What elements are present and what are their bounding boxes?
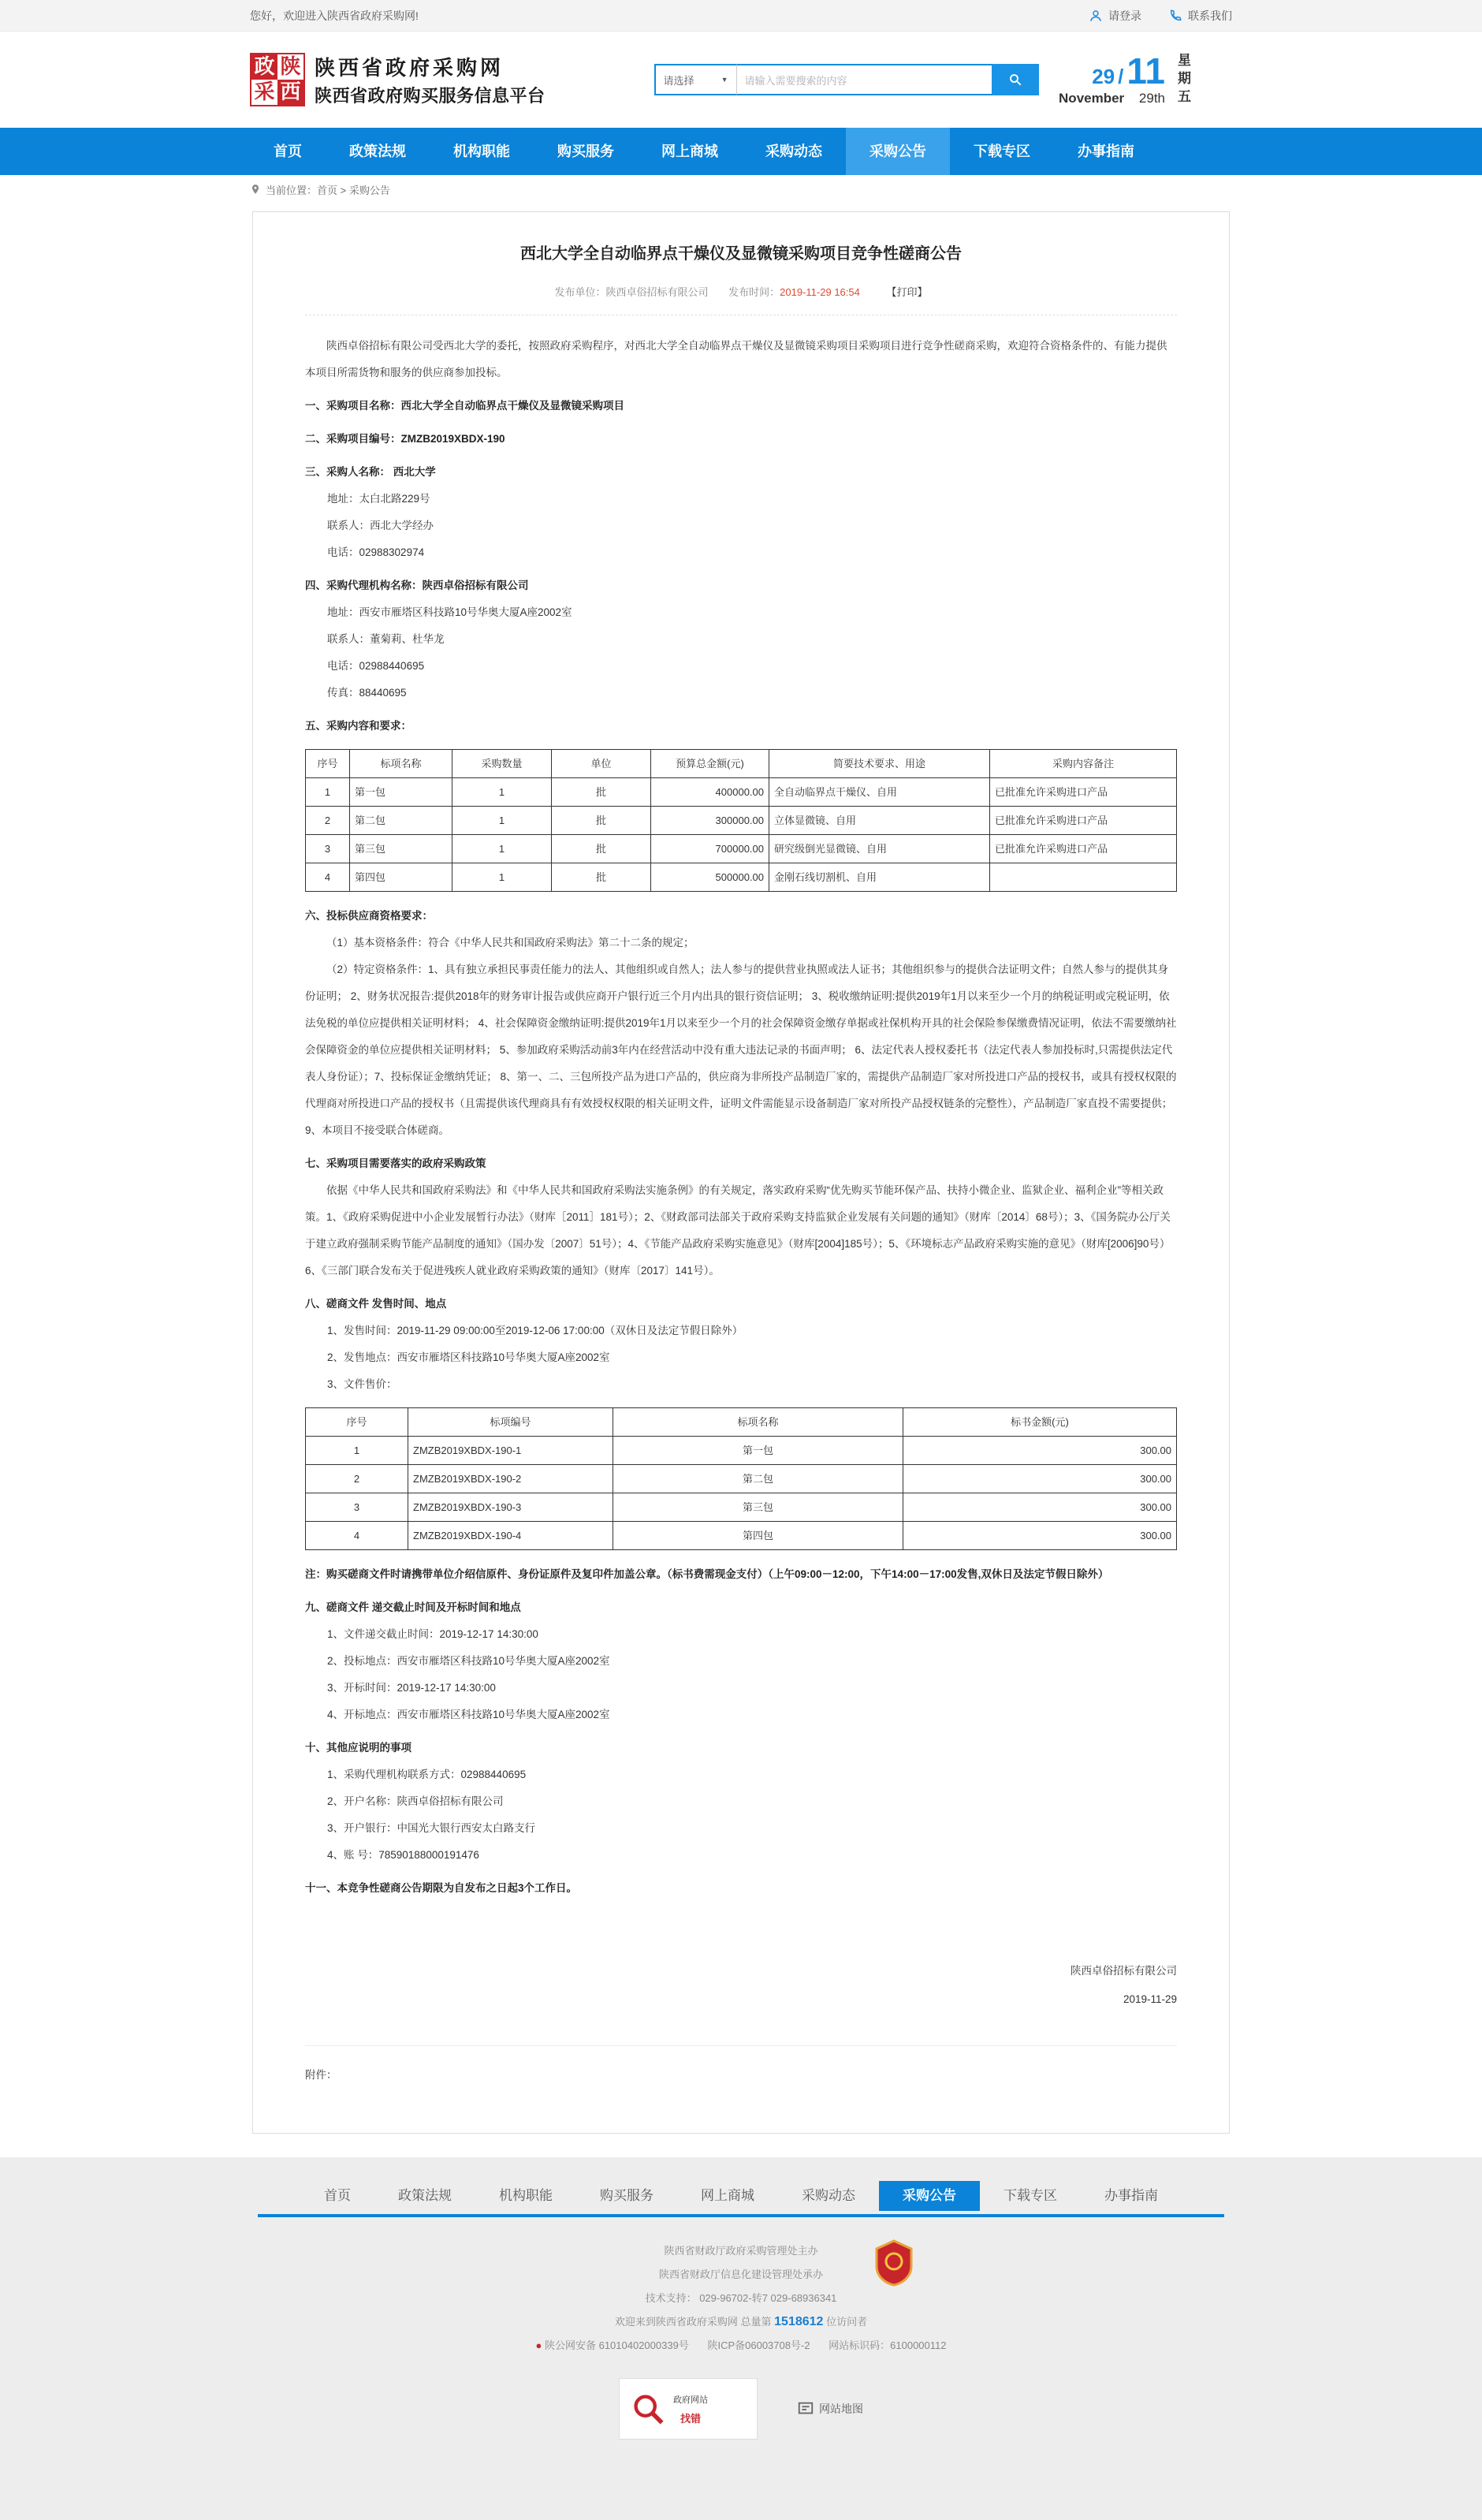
- date-weekday: 星期五: [1175, 52, 1190, 107]
- list-item: 地址：西安市雁塔区科技路10号华奥大厦A座2002室: [327, 606, 572, 618]
- footer-nav-item[interactable]: 办事指南: [1104, 2188, 1158, 2203]
- document-fee-table: [305, 1407, 1177, 1550]
- table-cell: 2: [306, 807, 350, 835]
- table-cell: 1: [306, 1437, 408, 1465]
- paragraph: 依据《中华人民共和国政府采购法》和《中华人民共和国政府采购法实施条例》的有关规定，落实政府采购“优先购买节能环保产品、扶持小微企业、监狱企业、福利企业”等相关政策。1、《政府采购促进中小企业发展暂行办法》（财库［2011］181号）；2、《财政部司法部关于政府采购支持监狱企业发展有关问题的通知》（财库〔2014〕68号）；3、《国务院办公厅关于建立政府强制采购节能产品制度的通知》（国办发〔2007〕51号）；4、《节能产品政府采购实施意见》（财库[2004]185号）；5、《环境标志产品政府采购实施的意见》（财库[2006]90号）6、《三部门联合发布关于促进残疾人就业政府采购政策的通知》（财库〔2017〕141号）。: [305, 1184, 1171, 1277]
- welcome-text: 您好，欢迎进入陕西省政府采购网!: [250, 9, 419, 22]
- visit-count: 1518612: [774, 2315, 824, 2328]
- table-cell: 700000.00: [651, 835, 769, 863]
- list-item: 地址：太白北路229号: [327, 493, 430, 505]
- footer-nav-item[interactable]: 下载专区: [1004, 2188, 1057, 2203]
- article-card: [252, 211, 1230, 2134]
- gov-line-1: 政府网站: [673, 2395, 708, 2405]
- procurement-table: [305, 749, 1177, 892]
- footer-support: 技术支持： 029-96702-转7 029-68936341: [645, 2292, 837, 2304]
- search-category-value: 请选择: [663, 74, 694, 87]
- table-cell: 第二包: [350, 807, 452, 835]
- table-header: 预算总金额(元): [651, 750, 769, 778]
- site-title-sub: 陕西省政府购买服务信息平台: [315, 86, 546, 106]
- table-cell: 第一包: [350, 778, 452, 807]
- search-icon: [1008, 73, 1022, 87]
- main-nav: [0, 128, 1482, 175]
- site-id: 网站标识码：6100000112: [829, 2339, 947, 2351]
- table-cell: 3: [306, 1493, 408, 1522]
- gov-line-2: 找错: [680, 2412, 701, 2425]
- table-header: 标项编号: [408, 1408, 613, 1437]
- footer-nav-item[interactable]: 采购动态: [802, 2188, 855, 2203]
- footer-sponsor: 陕西省财政厅政府采购管理处主办: [664, 2245, 818, 2257]
- table-cell: 3: [306, 835, 350, 863]
- table-cell: 金刚石线切割机、自用: [769, 863, 990, 892]
- footer-nav-item[interactable]: 首页: [324, 2188, 351, 2203]
- table-cell: 4: [306, 1522, 408, 1550]
- list-item: 1、文件递交截止时间：2019-12-17 14:30:00: [327, 1628, 538, 1640]
- table-header: 序号: [306, 1408, 408, 1437]
- date-month-name: November: [1059, 91, 1125, 106]
- table-row: [306, 835, 1177, 863]
- section-heading: 四、采购代理机构名称：陕西卓俗招标有限公司: [305, 580, 529, 591]
- paragraph: （1）基本资格条件：符合《中华人民共和国政府采购法》第二十二条的规定；: [326, 937, 694, 949]
- table-header: 单位: [552, 750, 651, 778]
- time-label: 发布时间：: [728, 286, 780, 298]
- list-item: 电话：02988440695: [327, 660, 425, 672]
- contact-label: 联系我们: [1188, 9, 1232, 22]
- list-item: 1、采购代理机构联系方式：02988440695: [327, 1769, 527, 1780]
- site-title-main: 陕西省政府采购网: [315, 56, 505, 80]
- table-cell: 2: [306, 1465, 408, 1493]
- user-icon: [1089, 9, 1103, 23]
- contact-link[interactable]: [1168, 8, 1232, 24]
- login-label: 请登录: [1108, 9, 1141, 22]
- table-row: [306, 1465, 1177, 1493]
- search-bar: [654, 64, 1039, 95]
- table-cell: 1: [306, 778, 350, 807]
- signature-date: 2019-11-29: [1123, 1993, 1177, 2005]
- section-heading: 一、采购项目名称：西北大学全自动临界点干燥仪及显微镜采购项目: [305, 400, 624, 412]
- table-cell: 第三包: [350, 835, 452, 863]
- site-header: [0, 32, 1482, 128]
- section-heading: 十、其他应说明的事项: [305, 1742, 411, 1754]
- date-day-ordinal: 29th: [1138, 91, 1165, 106]
- table-cell: 第一包: [613, 1437, 903, 1465]
- purchase-note: 注：购买磋商文件时请携带单位介绍信原件、身份证原件及复印件加盖公章。（标书费需现金支付）（上午09:00－12:00，下午14:00－17:00发售,双休日及法定节假日除外）: [305, 1568, 1109, 1580]
- visit-counter-prefix: 欢迎来到陕西省政府采购网 总量第: [614, 2316, 772, 2328]
- table-cell: 1: [452, 778, 552, 807]
- magnifier-icon: [631, 2391, 665, 2426]
- table-cell: ZMZB2019XBDX-190-3: [408, 1493, 613, 1522]
- footer-divider: [258, 2214, 1224, 2217]
- seal-char: 陕: [277, 54, 303, 80]
- table-cell: 4: [306, 863, 350, 892]
- section-heading: 五、采购内容和要求：: [305, 720, 411, 732]
- nav-item[interactable]: 政策法规: [349, 144, 406, 159]
- section-heading: 七、采购项目需要落实的政府采购政策: [305, 1157, 486, 1169]
- table-header: 简要技术要求、用途: [769, 750, 990, 778]
- intro-paragraph: 陕西卓俗招标有限公司受西北大学的委托，按照政府采购程序，对西北大学全自动临界点干燥仪及显微镜采购项目采购项目进行竞争性磋商采购，欢迎符合资格条件的、有能力提供本项目所需货物和服务的供应商参加投标。: [305, 340, 1167, 378]
- table-cell: 批: [552, 807, 651, 835]
- date-slash: /: [1118, 65, 1124, 88]
- footer-nav-item[interactable]: 机构职能: [499, 2188, 553, 2203]
- list-item: 传真：88440695: [327, 687, 407, 699]
- nav-item[interactable]: 购买服务: [557, 144, 614, 159]
- gov-error-report-button[interactable]: [619, 2378, 758, 2440]
- table-row: [306, 807, 1177, 835]
- article-title: 西北大学全自动临界点干燥仪及显微镜采购项目竞争性磋商公告: [520, 245, 962, 263]
- search-category-select[interactable]: [654, 64, 736, 95]
- list-item: 4、开标地点：西安市雁塔区科技路10号华奥大厦A座2002室: [327, 1709, 610, 1720]
- table-header: 采购数量: [452, 750, 552, 778]
- nav-item[interactable]: 首页: [274, 144, 302, 159]
- section-heading: 八、磋商文件 发售时间、地点: [305, 1298, 447, 1310]
- nav-item[interactable]: 办事指南: [1078, 144, 1134, 159]
- seal-char: 政: [251, 54, 277, 80]
- table-row: [306, 1522, 1177, 1550]
- article-body: [305, 333, 1177, 2089]
- list-item: 4、账 号：78590188000191476: [327, 1849, 479, 1861]
- paragraph: （2）特定资格条件：1、具有独立承担民事责任能力的法人、其他组织或自然人；法人参与的提供营业执照或法人证书；其他组织参与的提供合法证明文件；自然人参与的提供其身份证明； 2、财务状况报告:提供2018年的财务审计报告或供应商开户银行近三个月内出具的银行资信证明； 3、税收缴纳证明:提供2019年1月以来至少一个月的纳税证明或完税证明，依法免税的单位应提供相关证明材料； 4、社会保障资金缴纳证明:提供2019年1月以来至少一个月的社会保障资金缴存单据或社保机构开具的社会保险参保缴费情况证明，依法不需要缴纳社会保障资金的单位应提供相关证明材料； 5、参加政府采购活动前3年内在经营活动中没有重大违法记录的书面声明； 6、法定代表人授权委托书（法定代表人参加投标时,只需提供法定代表人身份证）；7、投标保证金缴纳凭证； 8、第一、二、三包所投产品为进口产品的，供应商为非所投产品制造厂家的，需提供产品制造厂家对所投进口产品的授权书，或具有授权权限的代理商对所投进口产品的授权书（且需提供该代理商具有有效授权权限的相关证明文件，证明文件需能显示设备制造厂家对所投产品授权链条的完整性），产品制造厂家直投不需要提供； 9、本项目不接受联合体磋商。: [305, 964, 1177, 1136]
- footer-nav-item[interactable]: 购买服务: [600, 2188, 653, 2203]
- article-meta: [305, 284, 1177, 315]
- seal-char: 西: [277, 80, 303, 105]
- footer-organizer: 陕西省财政厅信息化建设管理处承办: [658, 2268, 823, 2280]
- list-item: 电话：02988302974: [327, 546, 425, 558]
- table-row: [306, 778, 1177, 807]
- breadcrumb: [250, 175, 1232, 203]
- sitemap-icon: [797, 2400, 814, 2417]
- site-title: [315, 52, 546, 107]
- visit-counter-suffix: 位访问者: [826, 2316, 868, 2328]
- date-month: 11: [1126, 50, 1165, 91]
- table-cell: 300.00: [903, 1522, 1177, 1550]
- table-cell: 研究级倒光显微镜、自用: [769, 835, 990, 863]
- list-item: 联系人：董菊莉、杜华龙: [327, 633, 445, 645]
- attachments: 附件：: [305, 2045, 1177, 2089]
- table-header: 标项名称: [613, 1408, 903, 1437]
- table-cell: 第二包: [613, 1465, 903, 1493]
- list-item: 2、发售地点：西安市雁塔区科技路10号华奥大厦A座2002室: [327, 1351, 610, 1363]
- table-cell: 已批准允许采购进口产品: [990, 807, 1177, 835]
- publisher-label: 发布单位：: [554, 286, 606, 298]
- publisher-value: 陕西卓俗招标有限公司: [605, 286, 709, 298]
- table-cell: 1: [452, 863, 552, 892]
- table-row: [306, 1437, 1177, 1465]
- police-record[interactable]: 陕公网安备 61010402000339号: [544, 2339, 689, 2351]
- footer-info: [0, 2239, 1482, 2358]
- party-emblem-icon[interactable]: [873, 2239, 914, 2287]
- list-item: 1、发售时间：2019-11-29 09:00:00至2019-12-06 17:00:00（双休日及法定节假日除外）: [327, 1325, 743, 1336]
- section-heading: 六、投标供应商资格要求：: [305, 910, 433, 922]
- table-row: [306, 1493, 1177, 1522]
- table-cell: 第四包: [613, 1522, 903, 1550]
- list-item: 3、开标时间：2019-12-17 14:30:00: [327, 1682, 496, 1694]
- section-heading: 十一、本竞争性磋商公告期限为自发布之日起3个工作日。: [305, 1882, 578, 1894]
- table-header: 标项名称: [350, 750, 452, 778]
- table-cell: 第四包: [350, 863, 452, 892]
- site-footer: [0, 2157, 1482, 2520]
- table-row: [306, 863, 1177, 892]
- table-header: 采购内容备注: [990, 750, 1177, 778]
- table-cell: 1: [452, 807, 552, 835]
- nav-item[interactable]: 采购动态: [765, 144, 822, 159]
- table-cell: 全自动临界点干燥仪、自用: [769, 778, 990, 807]
- table-cell: 已批准允许采购进口产品: [990, 778, 1177, 807]
- police-badge-icon: ●: [535, 2339, 542, 2351]
- section-heading: 三、采购人名称： 西北大学: [305, 466, 436, 478]
- footer-nav-item[interactable]: 网上商城: [701, 2188, 754, 2203]
- print-button[interactable]: 【打印】: [886, 286, 928, 298]
- section-heading: 九、磋商文件 递交截止时间及开标时间和地点: [305, 1601, 521, 1613]
- table-cell: 1: [452, 835, 552, 863]
- breadcrumb-text[interactable]: 当前位置：首页 > 采购公告: [266, 184, 390, 196]
- table-cell: 批: [552, 778, 651, 807]
- date-display: [1059, 50, 1232, 107]
- site-logo[interactable]: [250, 53, 305, 106]
- table-header: 标书金额(元): [903, 1408, 1177, 1437]
- table-cell: 400000.00: [651, 778, 769, 807]
- list-item: 3、开户银行：中国光大银行西安太白路支行: [327, 1822, 536, 1834]
- section-heading: 二、采购项目编号：ZMZB2019XBDX-190: [305, 433, 505, 445]
- location-pin-icon: [250, 184, 261, 195]
- nav-item[interactable]: 下载专区: [974, 144, 1030, 159]
- list-item: 2、投标地点：西安市雁塔区科技路10号华奥大厦A座2002室: [327, 1655, 610, 1667]
- table-cell: ZMZB2019XBDX-190-1: [408, 1437, 613, 1465]
- footer-nav: [0, 2181, 1482, 2211]
- footer-nav-item[interactable]: 政策法规: [398, 2188, 452, 2203]
- date-day: 29: [1092, 65, 1115, 88]
- table-cell: 300.00: [903, 1493, 1177, 1522]
- publish-time: 2019-11-29 16:54: [780, 286, 860, 298]
- table-cell: [990, 863, 1177, 892]
- footer-nav-item[interactable]: 采购公告: [879, 2181, 980, 2211]
- search-button[interactable]: [992, 64, 1039, 95]
- caret-down-icon: ▼: [721, 76, 728, 84]
- icp-record[interactable]: 陕ICP备06003708号-2: [707, 2339, 810, 2351]
- search-placeholder: 请输入需要搜索的内容: [744, 74, 847, 87]
- table-cell: 300.00: [903, 1465, 1177, 1493]
- table-cell: 立体显微镜、自用: [769, 807, 990, 835]
- table-cell: 300.00: [903, 1437, 1177, 1465]
- sitemap-label: 网站地图: [819, 2403, 863, 2415]
- footer-badges: [0, 2378, 1482, 2440]
- nav-item[interactable]: 网上商城: [661, 144, 718, 159]
- table-cell: 500000.00: [651, 863, 769, 892]
- table-cell: ZMZB2019XBDX-190-2: [408, 1465, 613, 1493]
- table-cell: 批: [552, 835, 651, 863]
- login-link[interactable]: [1089, 8, 1141, 24]
- footer-registrations: [0, 2334, 1482, 2358]
- search-input[interactable]: [736, 64, 992, 95]
- nav-item[interactable]: 机构职能: [453, 144, 510, 159]
- table-cell: ZMZB2019XBDX-190-4: [408, 1522, 613, 1550]
- table-cell: 已批准允许采购进口产品: [990, 835, 1177, 863]
- table-cell: 第三包: [613, 1493, 903, 1522]
- phone-icon: [1168, 9, 1182, 23]
- list-item: 2、开户名称：陕西卓俗招标有限公司: [327, 1795, 504, 1807]
- top-bar: [0, 0, 1482, 32]
- signature-org: 陕西卓俗招标有限公司: [1071, 1965, 1177, 1977]
- seal-char: 采: [251, 80, 277, 105]
- table-cell: 批: [552, 863, 651, 892]
- nav-item[interactable]: 采购公告: [846, 128, 950, 175]
- signature-block: [305, 1957, 1177, 2014]
- table-cell: 300000.00: [651, 807, 769, 835]
- table-header: 序号: [306, 750, 350, 778]
- visit-counter: [0, 2310, 1482, 2334]
- list-item: 联系人：西北大学经办: [327, 520, 434, 531]
- sitemap-link[interactable]: [797, 2400, 863, 2417]
- list-item: 3、文件售价：: [327, 1378, 397, 1390]
